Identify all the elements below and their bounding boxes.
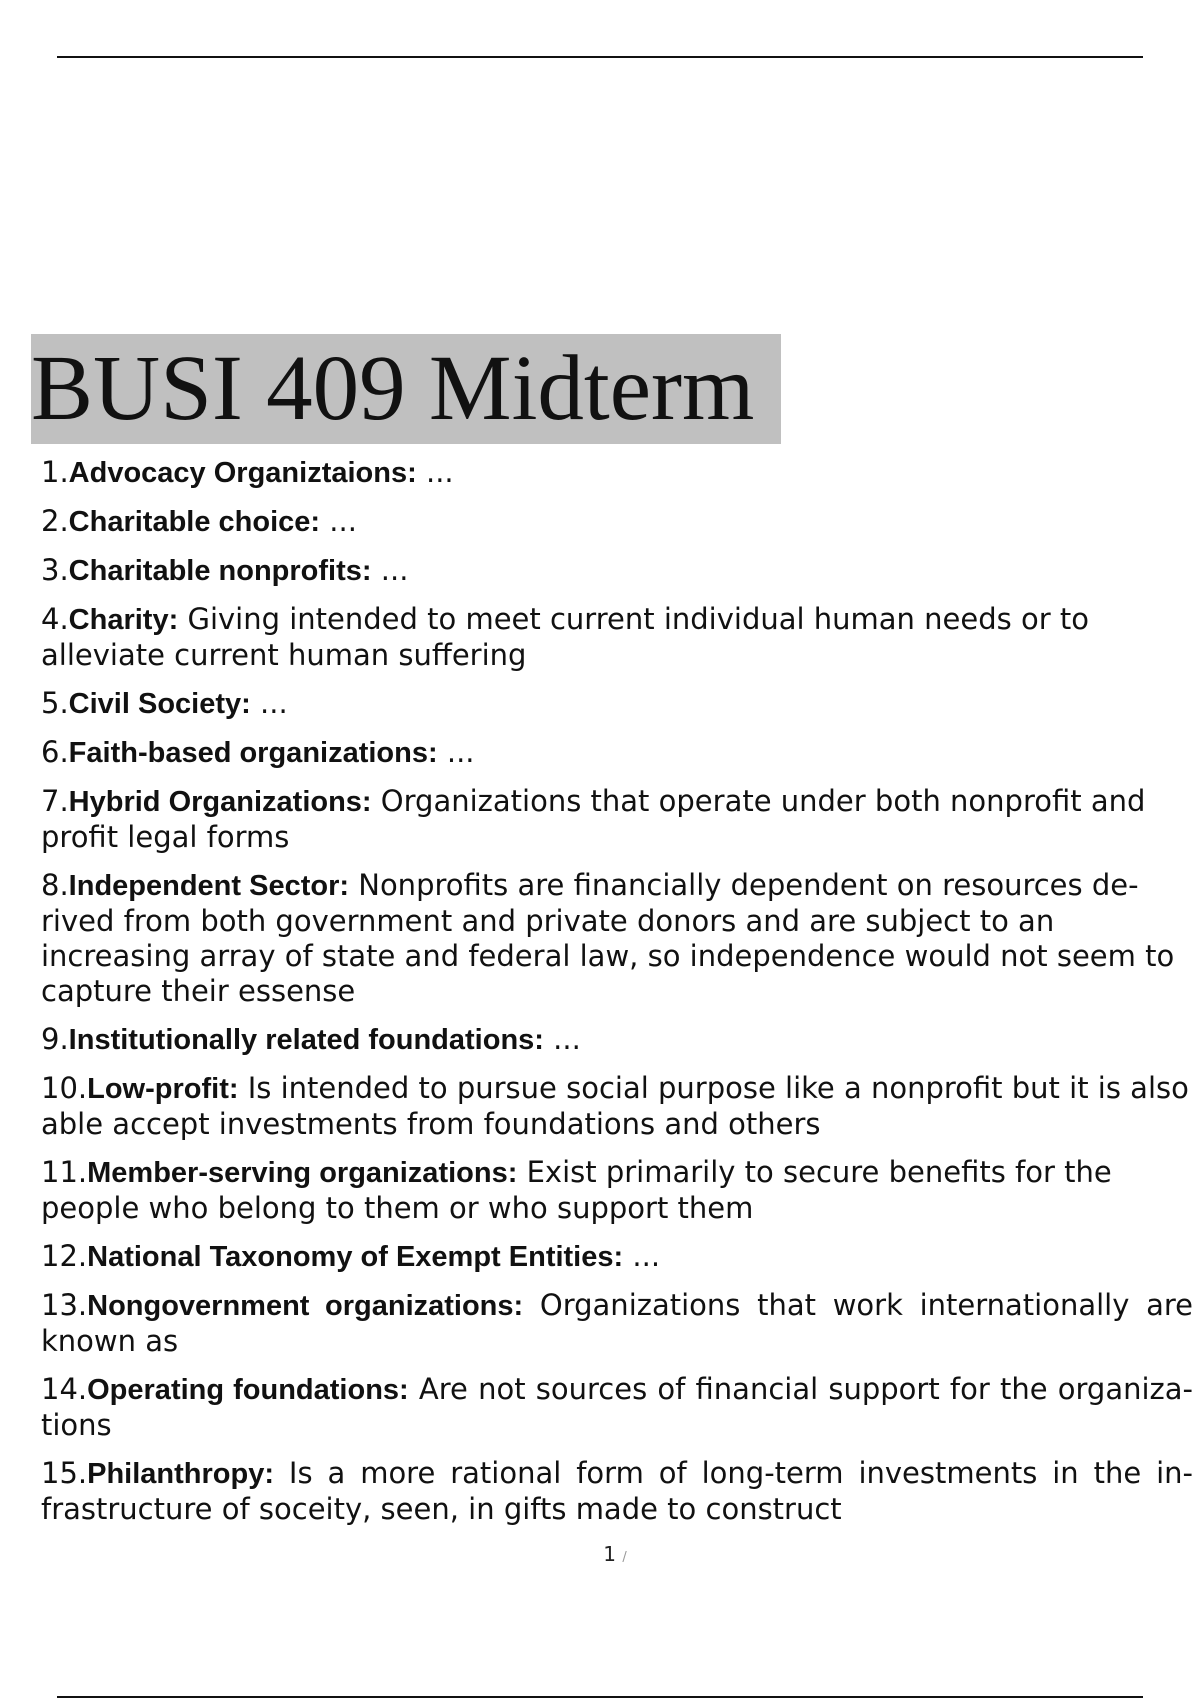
term-number: 10. [41, 1071, 88, 1105]
term-label: Institutionally related foundations: [68, 1024, 544, 1056]
term-item [41, 1456, 1193, 1527]
term-number: 8. [41, 868, 69, 902]
document-title: BUSI 409 Midterm [31, 334, 781, 444]
term-label: Advocacy Organiztaions: [68, 457, 417, 489]
term-definition: ... [437, 735, 475, 769]
term-definition: ... [320, 504, 357, 538]
term-item [41, 784, 1193, 855]
term-item [41, 686, 1193, 722]
term-definition: ... [250, 686, 288, 720]
term-item [41, 553, 1193, 589]
term-item [41, 1155, 1193, 1226]
page-number-separator: / [622, 1550, 627, 1565]
term-definition: ... [416, 455, 454, 489]
term-number: 14. [41, 1372, 88, 1406]
term-item [41, 1239, 1193, 1275]
term-item [41, 455, 1193, 491]
term-definition: ... [543, 1022, 581, 1056]
term-definition: ... [623, 1239, 661, 1273]
term-item [41, 602, 1193, 673]
term-number: 3. [41, 553, 69, 587]
term-label: Member-serving organizations: [87, 1157, 518, 1189]
term-number: 4. [41, 602, 69, 636]
term-item [41, 1071, 1193, 1142]
term-label: Charitable nonprofits: [68, 555, 372, 587]
term-number: 12. [41, 1239, 88, 1273]
term-label: Charity: [68, 604, 179, 636]
term-list [41, 455, 1193, 1540]
term-definition: Nonprofits are financially dependent on resources de- rived from both government and private donors and are subject to an increasing array of state and federal law, so independence would not seem to capture their essense [41, 868, 1175, 1008]
term-number: 13. [41, 1288, 88, 1322]
term-number: 15. [41, 1456, 88, 1490]
page-number-value: 1 [603, 1542, 616, 1566]
term-definition: Organizations that operate under both nonprofit and profit legal forms [41, 784, 1146, 854]
term-item [41, 504, 1193, 540]
term-label: Charitable choice: [68, 506, 321, 538]
term-label: Faith-based organizations: [68, 737, 438, 769]
term-number: 2. [41, 504, 69, 538]
term-label: Hybrid Organizations: [68, 786, 372, 818]
term-number: 1. [41, 455, 69, 489]
term-number: 5. [41, 686, 69, 720]
term-number: 7. [41, 784, 69, 818]
term-item [41, 735, 1193, 771]
term-item [41, 1022, 1193, 1058]
term-number: 11. [41, 1155, 88, 1189]
term-label: Civil Society: [68, 688, 251, 720]
term-number: 9. [41, 1022, 69, 1056]
term-definition: Are not sources of financial support for the organiza- tions [41, 1372, 1194, 1442]
term-label: Nongovernment organizations: [87, 1290, 524, 1322]
term-definition: Is intended to pursue social purpose like a nonprofit but it is also able accept investments from foundations and others [41, 1071, 1189, 1141]
term-label: Operating foundations: [87, 1374, 409, 1406]
term-label: National Taxonomy of Exempt Entities: [87, 1241, 624, 1273]
term-definition: Exist primarily to secure benefits for the people who belong to them or who support them [41, 1155, 1112, 1225]
page-number [0, 1542, 1200, 1566]
term-item [41, 1372, 1193, 1443]
term-definition: Is a more rational form of long-term investments in the in- frastructure of soceity, seen, in gifts made to construct [41, 1456, 1193, 1526]
top-rule [57, 56, 1143, 58]
bottom-rule [57, 1696, 1143, 1698]
term-number: 6. [41, 735, 69, 769]
term-label: Low-profit: [87, 1073, 239, 1105]
term-definition: Giving intended to meet current individual human needs or to alleviate current human suffering [41, 602, 1089, 672]
term-item [41, 868, 1193, 1009]
term-item [41, 1288, 1193, 1359]
term-definition: ... [371, 553, 409, 587]
term-label: Philanthropy: [87, 1458, 275, 1490]
term-label: Independent Sector: [68, 870, 350, 902]
term-definition: Organizations that work internationally are known as [41, 1288, 1193, 1358]
